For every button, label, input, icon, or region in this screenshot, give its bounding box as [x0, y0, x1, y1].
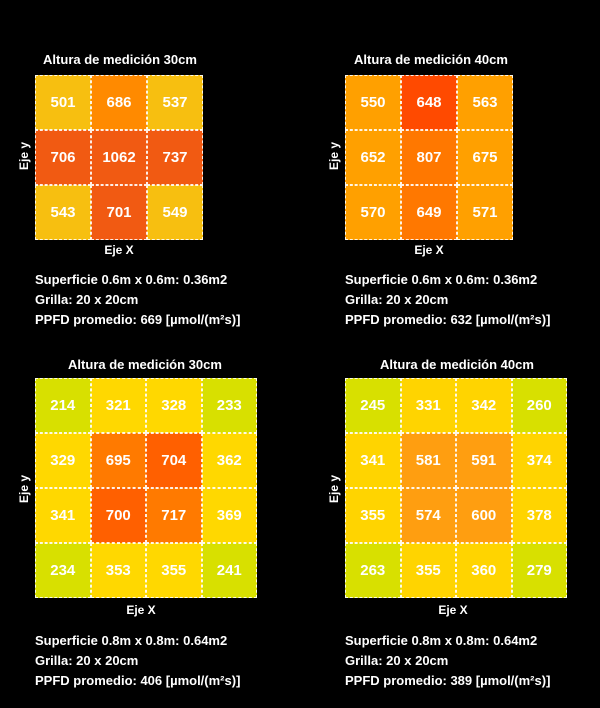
x-axis-label: Eje X — [104, 243, 134, 257]
heatmap-cell: 537 — [147, 75, 203, 130]
heatmap-cell: 374 — [512, 433, 568, 488]
heatmap-grid — [345, 378, 567, 598]
heatmap-cell: 501 — [35, 75, 91, 130]
grid-size-text: Grilla: 20 x 20cm — [35, 653, 139, 668]
heatmap-cell: 369 — [202, 488, 258, 543]
heatmap-cell: 378 — [512, 488, 568, 543]
heatmap-cell: 329 — [35, 433, 91, 488]
heatmap-cell: 353 — [91, 543, 147, 598]
info-block — [345, 631, 550, 691]
heatmap-cell: 543 — [35, 185, 91, 240]
heatmap-cell: 649 — [401, 185, 457, 240]
heatmap-cell: 214 — [35, 378, 91, 433]
heatmap-cell: 234 — [35, 543, 91, 598]
heatmap-cell: 341 — [345, 433, 401, 488]
grid-size-text: Grilla: 20 x 20cm — [345, 292, 449, 307]
heatmap-cell: 700 — [91, 488, 147, 543]
heatmap-cell: 279 — [512, 543, 568, 598]
heatmap-cell: 328 — [146, 378, 202, 433]
heatmap-grid — [35, 75, 203, 240]
heatmap-cell: 695 — [91, 433, 147, 488]
heatmap-cell: 355 — [345, 488, 401, 543]
x-axis-label: Eje X — [126, 603, 156, 617]
ppfd-average-text: PPFD promedio: 406 [µmol/(m²s)] — [35, 673, 241, 688]
heatmap-cell: 549 — [147, 185, 203, 240]
heatmap-cell: 686 — [91, 75, 147, 130]
heatmap-cell: 1062 — [91, 130, 147, 185]
grid-size-text: Grilla: 20 x 20cm — [345, 653, 449, 668]
heatmap-cell: 570 — [345, 185, 401, 240]
info-block — [35, 631, 240, 691]
heatmap-cell: 717 — [146, 488, 202, 543]
y-axis-label: Eje y — [327, 141, 341, 171]
chart-title: Altura de medición 40cm — [380, 357, 534, 372]
heatmap-cell: 701 — [91, 185, 147, 240]
heatmap-cell: 563 — [457, 75, 513, 130]
heatmap-cell: 245 — [345, 378, 401, 433]
y-axis-label: Eje y — [327, 474, 341, 504]
info-block — [345, 270, 550, 330]
surface-text: Superficie 0.8m x 0.8m: 0.64m2 — [345, 633, 538, 648]
heatmap-cell: 704 — [146, 433, 202, 488]
heatmap-cell: 571 — [457, 185, 513, 240]
y-axis-label: Eje y — [17, 141, 31, 171]
heatmap-cell: 648 — [401, 75, 457, 130]
heatmap-panel-3 — [0, 340, 300, 708]
heatmap-grid — [35, 378, 257, 598]
heatmap-panel-2 — [300, 0, 600, 340]
heatmap-cell: 574 — [401, 488, 457, 543]
surface-text: Superficie 0.6m x 0.6m: 0.36m2 — [35, 272, 228, 287]
heatmap-cell: 263 — [345, 543, 401, 598]
heatmap-cell: 362 — [202, 433, 258, 488]
heatmap-cell: 675 — [457, 130, 513, 185]
heatmap-cell: 706 — [35, 130, 91, 185]
surface-text: Superficie 0.8m x 0.8m: 0.64m2 — [35, 633, 228, 648]
heatmap-cell: 652 — [345, 130, 401, 185]
info-block — [35, 270, 240, 330]
chart-title: Altura de medición 30cm — [68, 357, 222, 372]
surface-text: Superficie 0.6m x 0.6m: 0.36m2 — [345, 272, 538, 287]
heatmap-cell: 355 — [146, 543, 202, 598]
heatmap-cell: 321 — [91, 378, 147, 433]
heatmap-cell: 737 — [147, 130, 203, 185]
heatmap-cell: 342 — [456, 378, 512, 433]
heatmap-cell: 355 — [401, 543, 457, 598]
x-axis-label: Eje X — [414, 243, 444, 257]
heatmap-cell: 581 — [401, 433, 457, 488]
heatmap-cell: 591 — [456, 433, 512, 488]
grid-size-text: Grilla: 20 x 20cm — [35, 292, 139, 307]
heatmap-panel-4 — [300, 340, 600, 708]
heatmap-cell: 600 — [456, 488, 512, 543]
heatmap-cell: 360 — [456, 543, 512, 598]
heatmap-cell: 241 — [202, 543, 258, 598]
heatmap-cell: 807 — [401, 130, 457, 185]
chart-title: Altura de medición 30cm — [43, 52, 197, 67]
heatmap-cell: 233 — [202, 378, 258, 433]
heatmap-cell: 341 — [35, 488, 91, 543]
ppfd-average-text: PPFD promedio: 669 [µmol/(m²s)] — [35, 312, 241, 327]
heatmap-grid — [345, 75, 513, 240]
ppfd-average-text: PPFD promedio: 632 [µmol/(m²s)] — [345, 312, 551, 327]
y-axis-label: Eje y — [17, 474, 31, 504]
x-axis-label: Eje X — [438, 603, 468, 617]
heatmap-cell: 550 — [345, 75, 401, 130]
chart-title: Altura de medición 40cm — [354, 52, 508, 67]
heatmap-cell: 331 — [401, 378, 457, 433]
heatmap-panel-1 — [0, 0, 300, 340]
ppfd-average-text: PPFD promedio: 389 [µmol/(m²s)] — [345, 673, 551, 688]
heatmap-cell: 260 — [512, 378, 568, 433]
